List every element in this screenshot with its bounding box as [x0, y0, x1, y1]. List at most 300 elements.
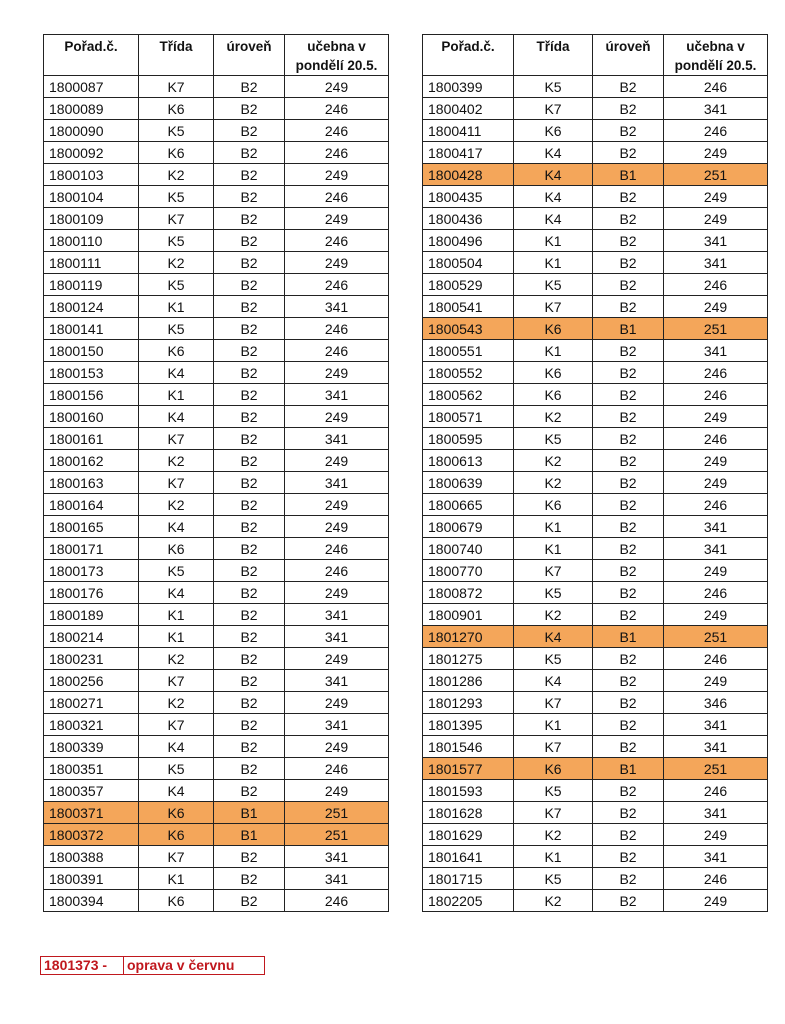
cell-order-number: 1800562: [423, 384, 514, 406]
cell-class: K1: [514, 252, 593, 274]
cell-order-number: 1800901: [423, 604, 514, 626]
table-row: [44, 736, 389, 758]
cell-order-number: 1800165: [44, 516, 139, 538]
cell-classroom: 249: [285, 450, 389, 472]
cell-class: K6: [139, 142, 214, 164]
table-row: [423, 604, 768, 626]
cell-order-number: 1801577: [423, 758, 514, 780]
cell-level: B2: [593, 494, 664, 516]
cell-level: B2: [214, 362, 285, 384]
cell-level: B2: [214, 758, 285, 780]
table-row: [44, 648, 389, 670]
cell-level: B2: [593, 670, 664, 692]
cell-class: K6: [514, 384, 593, 406]
cell-classroom: 249: [285, 692, 389, 714]
cell-class: K6: [514, 494, 593, 516]
cell-classroom: 246: [285, 120, 389, 142]
cell-class: K1: [139, 296, 214, 318]
table-row: [44, 780, 389, 802]
cell-order-number: 1800162: [44, 450, 139, 472]
cell-order-number: 1800109: [44, 208, 139, 230]
cell-classroom: 246: [285, 318, 389, 340]
cell-classroom: 341: [664, 714, 768, 736]
cell-class: K2: [514, 824, 593, 846]
cell-level: B2: [214, 560, 285, 582]
cell-order-number: 1800394: [44, 890, 139, 912]
cell-order-number: 1800435: [423, 186, 514, 208]
table-row: [423, 142, 768, 164]
cell-order-number: 1800402: [423, 98, 514, 120]
table-row: [44, 714, 389, 736]
table-row: [423, 846, 768, 868]
table-row: [44, 98, 389, 120]
table-row: [423, 516, 768, 538]
cell-classroom: 246: [285, 758, 389, 780]
cell-classroom: 249: [664, 472, 768, 494]
cell-class: K7: [139, 714, 214, 736]
cell-classroom: 341: [664, 230, 768, 252]
cell-class: K7: [514, 560, 593, 582]
cell-level: B2: [214, 472, 285, 494]
cell-classroom: 341: [664, 846, 768, 868]
cell-level: B1: [593, 164, 664, 186]
cell-class: K4: [514, 186, 593, 208]
table-row: [423, 76, 768, 98]
cell-level: B2: [214, 846, 285, 868]
cell-class: K1: [514, 846, 593, 868]
cell-class: K1: [514, 340, 593, 362]
cell-classroom: 341: [285, 428, 389, 450]
table-row: [423, 274, 768, 296]
cell-level: B2: [593, 274, 664, 296]
cell-classroom: 249: [285, 582, 389, 604]
cell-level: B1: [214, 824, 285, 846]
cell-level: B2: [214, 428, 285, 450]
cell-classroom: 246: [285, 142, 389, 164]
cell-class: K7: [514, 296, 593, 318]
cell-order-number: 1800504: [423, 252, 514, 274]
cell-level: B2: [214, 340, 285, 362]
cell-level: B2: [593, 230, 664, 252]
cell-class: K4: [514, 164, 593, 186]
cell-class: K7: [139, 76, 214, 98]
cell-level: B2: [214, 208, 285, 230]
cell-order-number: 1800351: [44, 758, 139, 780]
cell-level: B2: [214, 98, 285, 120]
cell-classroom: 251: [664, 164, 768, 186]
cell-level: B2: [214, 230, 285, 252]
header-classroom: učebna v pondělí 20.5.: [285, 35, 389, 76]
cell-classroom: 246: [285, 274, 389, 296]
table-row: [423, 494, 768, 516]
cell-order-number: 1800163: [44, 472, 139, 494]
cell-order-number: 1800391: [44, 868, 139, 890]
table-row: [44, 362, 389, 384]
cell-class: K4: [139, 516, 214, 538]
table-row: [423, 560, 768, 582]
cell-class: K4: [139, 406, 214, 428]
cell-classroom: 341: [664, 340, 768, 362]
cell-level: B2: [593, 736, 664, 758]
cell-classroom: 249: [664, 142, 768, 164]
cell-order-number: 1802205: [423, 890, 514, 912]
cell-classroom: 341: [285, 670, 389, 692]
cell-level: B2: [214, 494, 285, 516]
cell-level: B2: [593, 802, 664, 824]
table-row: [44, 208, 389, 230]
right-table: [422, 34, 768, 912]
cell-level: B1: [593, 318, 664, 340]
cell-classroom: 341: [285, 846, 389, 868]
table-row: [44, 582, 389, 604]
table-row: [423, 384, 768, 406]
cell-classroom: 246: [285, 186, 389, 208]
cell-class: K5: [139, 318, 214, 340]
cell-order-number: 1800543: [423, 318, 514, 340]
header-level: úroveň: [593, 35, 664, 76]
cell-level: B2: [593, 428, 664, 450]
cell-classroom: 346: [664, 692, 768, 714]
cell-level: B2: [214, 538, 285, 560]
table-row: [44, 340, 389, 362]
cell-level: B2: [214, 626, 285, 648]
cell-class: K7: [139, 846, 214, 868]
cell-order-number: 1800176: [44, 582, 139, 604]
cell-class: K2: [139, 164, 214, 186]
cell-order-number: 1800189: [44, 604, 139, 626]
table-row: [423, 626, 768, 648]
table-row: [44, 164, 389, 186]
cell-classroom: 249: [664, 560, 768, 582]
cell-classroom: 246: [664, 274, 768, 296]
cell-classroom: 246: [285, 560, 389, 582]
cell-classroom: 341: [285, 626, 389, 648]
cell-level: B2: [214, 890, 285, 912]
cell-class: K4: [514, 208, 593, 230]
cell-level: B2: [214, 142, 285, 164]
table-row: [44, 846, 389, 868]
cell-order-number: 1800156: [44, 384, 139, 406]
table-row: [423, 208, 768, 230]
note-code: 1801373 -: [41, 957, 124, 974]
cell-classroom: 341: [664, 252, 768, 274]
table-row: [44, 494, 389, 516]
cell-classroom: 249: [664, 296, 768, 318]
cell-level: B2: [593, 692, 664, 714]
cell-order-number: 1801275: [423, 648, 514, 670]
cell-class: K5: [514, 868, 593, 890]
cell-class: K5: [514, 274, 593, 296]
header-class: Třída: [139, 35, 214, 76]
table-row: [423, 296, 768, 318]
cell-level: B2: [593, 186, 664, 208]
table-row: [423, 164, 768, 186]
cell-order-number: 1800087: [44, 76, 139, 98]
right-table-body: [423, 76, 768, 912]
cell-level: B2: [593, 648, 664, 670]
cell-order-number: 1800639: [423, 472, 514, 494]
cell-class: K1: [139, 868, 214, 890]
cell-order-number: 1800595: [423, 428, 514, 450]
cell-level: B2: [214, 714, 285, 736]
cell-class: K5: [514, 780, 593, 802]
table-row: [44, 252, 389, 274]
cell-level: B2: [593, 582, 664, 604]
cell-classroom: 249: [664, 186, 768, 208]
cell-order-number: 1800104: [44, 186, 139, 208]
header-order-number: Pořad.č.: [44, 35, 139, 76]
cell-classroom: 249: [664, 824, 768, 846]
cell-classroom: 246: [664, 648, 768, 670]
cell-order-number: 1800436: [423, 208, 514, 230]
cell-class: K2: [139, 692, 214, 714]
cell-level: B2: [214, 736, 285, 758]
table-row: [44, 560, 389, 582]
cell-classroom: 246: [664, 582, 768, 604]
cell-order-number: 1800665: [423, 494, 514, 516]
cell-order-number: 1800321: [44, 714, 139, 736]
cell-classroom: 341: [664, 98, 768, 120]
cell-class: K2: [139, 252, 214, 274]
cell-order-number: 1800256: [44, 670, 139, 692]
left-table-body: [44, 76, 389, 912]
cell-level: B2: [593, 868, 664, 890]
cell-classroom: 249: [285, 362, 389, 384]
cell-class: K6: [514, 318, 593, 340]
cell-class: K6: [139, 340, 214, 362]
cell-order-number: 1801628: [423, 802, 514, 824]
table-row: [44, 538, 389, 560]
note-text: oprava v červnu: [127, 957, 235, 973]
cell-classroom: 251: [285, 824, 389, 846]
cell-order-number: 1800872: [423, 582, 514, 604]
cell-order-number: 1800164: [44, 494, 139, 516]
cell-level: B2: [593, 714, 664, 736]
cell-level: B2: [214, 648, 285, 670]
table-row: [44, 274, 389, 296]
cell-class: K7: [514, 736, 593, 758]
cell-level: B2: [214, 384, 285, 406]
header-row: [423, 35, 768, 76]
cell-order-number: 1800541: [423, 296, 514, 318]
table-row: [44, 406, 389, 428]
cell-class: K4: [514, 142, 593, 164]
cell-order-number: 1800110: [44, 230, 139, 252]
table-row: [423, 98, 768, 120]
cell-order-number: 1800339: [44, 736, 139, 758]
cell-class: K4: [514, 670, 593, 692]
cell-class: K6: [139, 824, 214, 846]
cell-classroom: 251: [664, 318, 768, 340]
cell-level: B2: [593, 538, 664, 560]
cell-class: K2: [514, 604, 593, 626]
cell-classroom: 249: [664, 406, 768, 428]
cell-class: K1: [139, 626, 214, 648]
table-row: [423, 362, 768, 384]
cell-level: B2: [214, 76, 285, 98]
cell-class: K1: [514, 538, 593, 560]
cell-class: K6: [514, 758, 593, 780]
cell-class: K5: [514, 582, 593, 604]
cell-classroom: 341: [664, 538, 768, 560]
cell-order-number: 1801593: [423, 780, 514, 802]
table-row: [44, 604, 389, 626]
cell-classroom: 249: [664, 208, 768, 230]
table-row: [423, 890, 768, 912]
cell-order-number: 1801395: [423, 714, 514, 736]
table-row: [44, 890, 389, 912]
cell-classroom: 246: [664, 868, 768, 890]
cell-order-number: 1800103: [44, 164, 139, 186]
cell-order-number: 1800150: [44, 340, 139, 362]
cell-level: B1: [593, 626, 664, 648]
cell-order-number: 1800428: [423, 164, 514, 186]
table-row: [44, 142, 389, 164]
cell-classroom: 246: [285, 890, 389, 912]
cell-order-number: 1800089: [44, 98, 139, 120]
cell-order-number: 1801629: [423, 824, 514, 846]
cell-level: B2: [214, 780, 285, 802]
cell-classroom: 341: [664, 736, 768, 758]
table-row: [423, 824, 768, 846]
cell-classroom: 341: [285, 296, 389, 318]
cell-level: B2: [214, 582, 285, 604]
cell-level: B2: [214, 164, 285, 186]
cell-classroom: 249: [285, 736, 389, 758]
cell-classroom: 249: [664, 890, 768, 912]
cell-class: K2: [514, 450, 593, 472]
cell-class: K4: [139, 736, 214, 758]
cell-order-number: 1800271: [44, 692, 139, 714]
cell-level: B2: [593, 516, 664, 538]
cell-class: K7: [514, 98, 593, 120]
table-row: [423, 714, 768, 736]
cell-level: B2: [593, 450, 664, 472]
cell-class: K7: [139, 428, 214, 450]
cell-order-number: 1800119: [44, 274, 139, 296]
cell-order-number: 1800214: [44, 626, 139, 648]
table-row: [423, 428, 768, 450]
cell-order-number: 1800173: [44, 560, 139, 582]
cell-order-number: 1800171: [44, 538, 139, 560]
cell-classroom: 246: [285, 340, 389, 362]
table-row: [423, 582, 768, 604]
header-classroom: učebna v pondělí 20.5.: [664, 35, 768, 76]
table-row: [44, 230, 389, 252]
cell-level: B2: [214, 296, 285, 318]
cell-order-number: 1800388: [44, 846, 139, 868]
cell-level: B2: [593, 362, 664, 384]
correction-note: [40, 956, 265, 975]
cell-class: K6: [514, 120, 593, 142]
table-row: [44, 472, 389, 494]
cell-order-number: 1800399: [423, 76, 514, 98]
cell-class: K1: [514, 230, 593, 252]
cell-level: B2: [593, 76, 664, 98]
table-row: [423, 186, 768, 208]
cell-level: B2: [214, 670, 285, 692]
cell-level: B2: [593, 98, 664, 120]
cell-classroom: 246: [664, 76, 768, 98]
table-row: [423, 648, 768, 670]
cell-order-number: 1800141: [44, 318, 139, 340]
header-level: úroveň: [214, 35, 285, 76]
cell-order-number: 1800613: [423, 450, 514, 472]
cell-class: K6: [139, 98, 214, 120]
cell-classroom: 249: [285, 648, 389, 670]
cell-classroom: 246: [664, 384, 768, 406]
cell-class: K4: [514, 626, 593, 648]
cell-level: B2: [593, 472, 664, 494]
cell-level: B2: [214, 692, 285, 714]
cell-level: B2: [593, 384, 664, 406]
cell-classroom: 246: [664, 362, 768, 384]
cell-order-number: 1801641: [423, 846, 514, 868]
cell-order-number: 1800161: [44, 428, 139, 450]
cell-classroom: 246: [285, 538, 389, 560]
table-row: [44, 186, 389, 208]
cell-level: B2: [214, 318, 285, 340]
cell-order-number: 1800571: [423, 406, 514, 428]
cell-classroom: 341: [285, 384, 389, 406]
cell-level: B2: [214, 450, 285, 472]
cell-level: B2: [214, 274, 285, 296]
cell-class: K1: [514, 714, 593, 736]
cell-class: K6: [514, 362, 593, 384]
cell-classroom: 251: [664, 626, 768, 648]
table-row: [423, 472, 768, 494]
cell-level: B2: [593, 120, 664, 142]
cell-class: K1: [139, 384, 214, 406]
cell-order-number: 1800417: [423, 142, 514, 164]
cell-classroom: 249: [285, 516, 389, 538]
cell-class: K2: [139, 494, 214, 516]
cell-class: K6: [139, 538, 214, 560]
cell-classroom: 246: [664, 120, 768, 142]
cell-classroom: 341: [285, 868, 389, 890]
cell-class: K7: [514, 802, 593, 824]
table-row: [423, 692, 768, 714]
cell-level: B2: [214, 252, 285, 274]
cell-order-number: 1800371: [44, 802, 139, 824]
cell-order-number: 1800357: [44, 780, 139, 802]
cell-classroom: 251: [285, 802, 389, 824]
cell-level: B2: [593, 846, 664, 868]
table-row: [423, 736, 768, 758]
cell-classroom: 341: [664, 516, 768, 538]
cell-level: B2: [593, 560, 664, 582]
cell-class: K2: [139, 648, 214, 670]
cell-classroom: 341: [285, 714, 389, 736]
cell-order-number: 1801286: [423, 670, 514, 692]
cell-order-number: 1800231: [44, 648, 139, 670]
table-row: [423, 406, 768, 428]
cell-classroom: 249: [664, 670, 768, 692]
table-row: [44, 120, 389, 142]
cell-order-number: 1800092: [44, 142, 139, 164]
table-row: [423, 670, 768, 692]
cell-class: K5: [514, 428, 593, 450]
cell-level: B2: [593, 406, 664, 428]
cell-order-number: 1800160: [44, 406, 139, 428]
cell-class: K5: [139, 120, 214, 142]
cell-class: K4: [139, 780, 214, 802]
table-row: [423, 802, 768, 824]
table-row: [423, 318, 768, 340]
table-row: [44, 318, 389, 340]
cell-classroom: 249: [285, 76, 389, 98]
cell-order-number: 1800153: [44, 362, 139, 384]
